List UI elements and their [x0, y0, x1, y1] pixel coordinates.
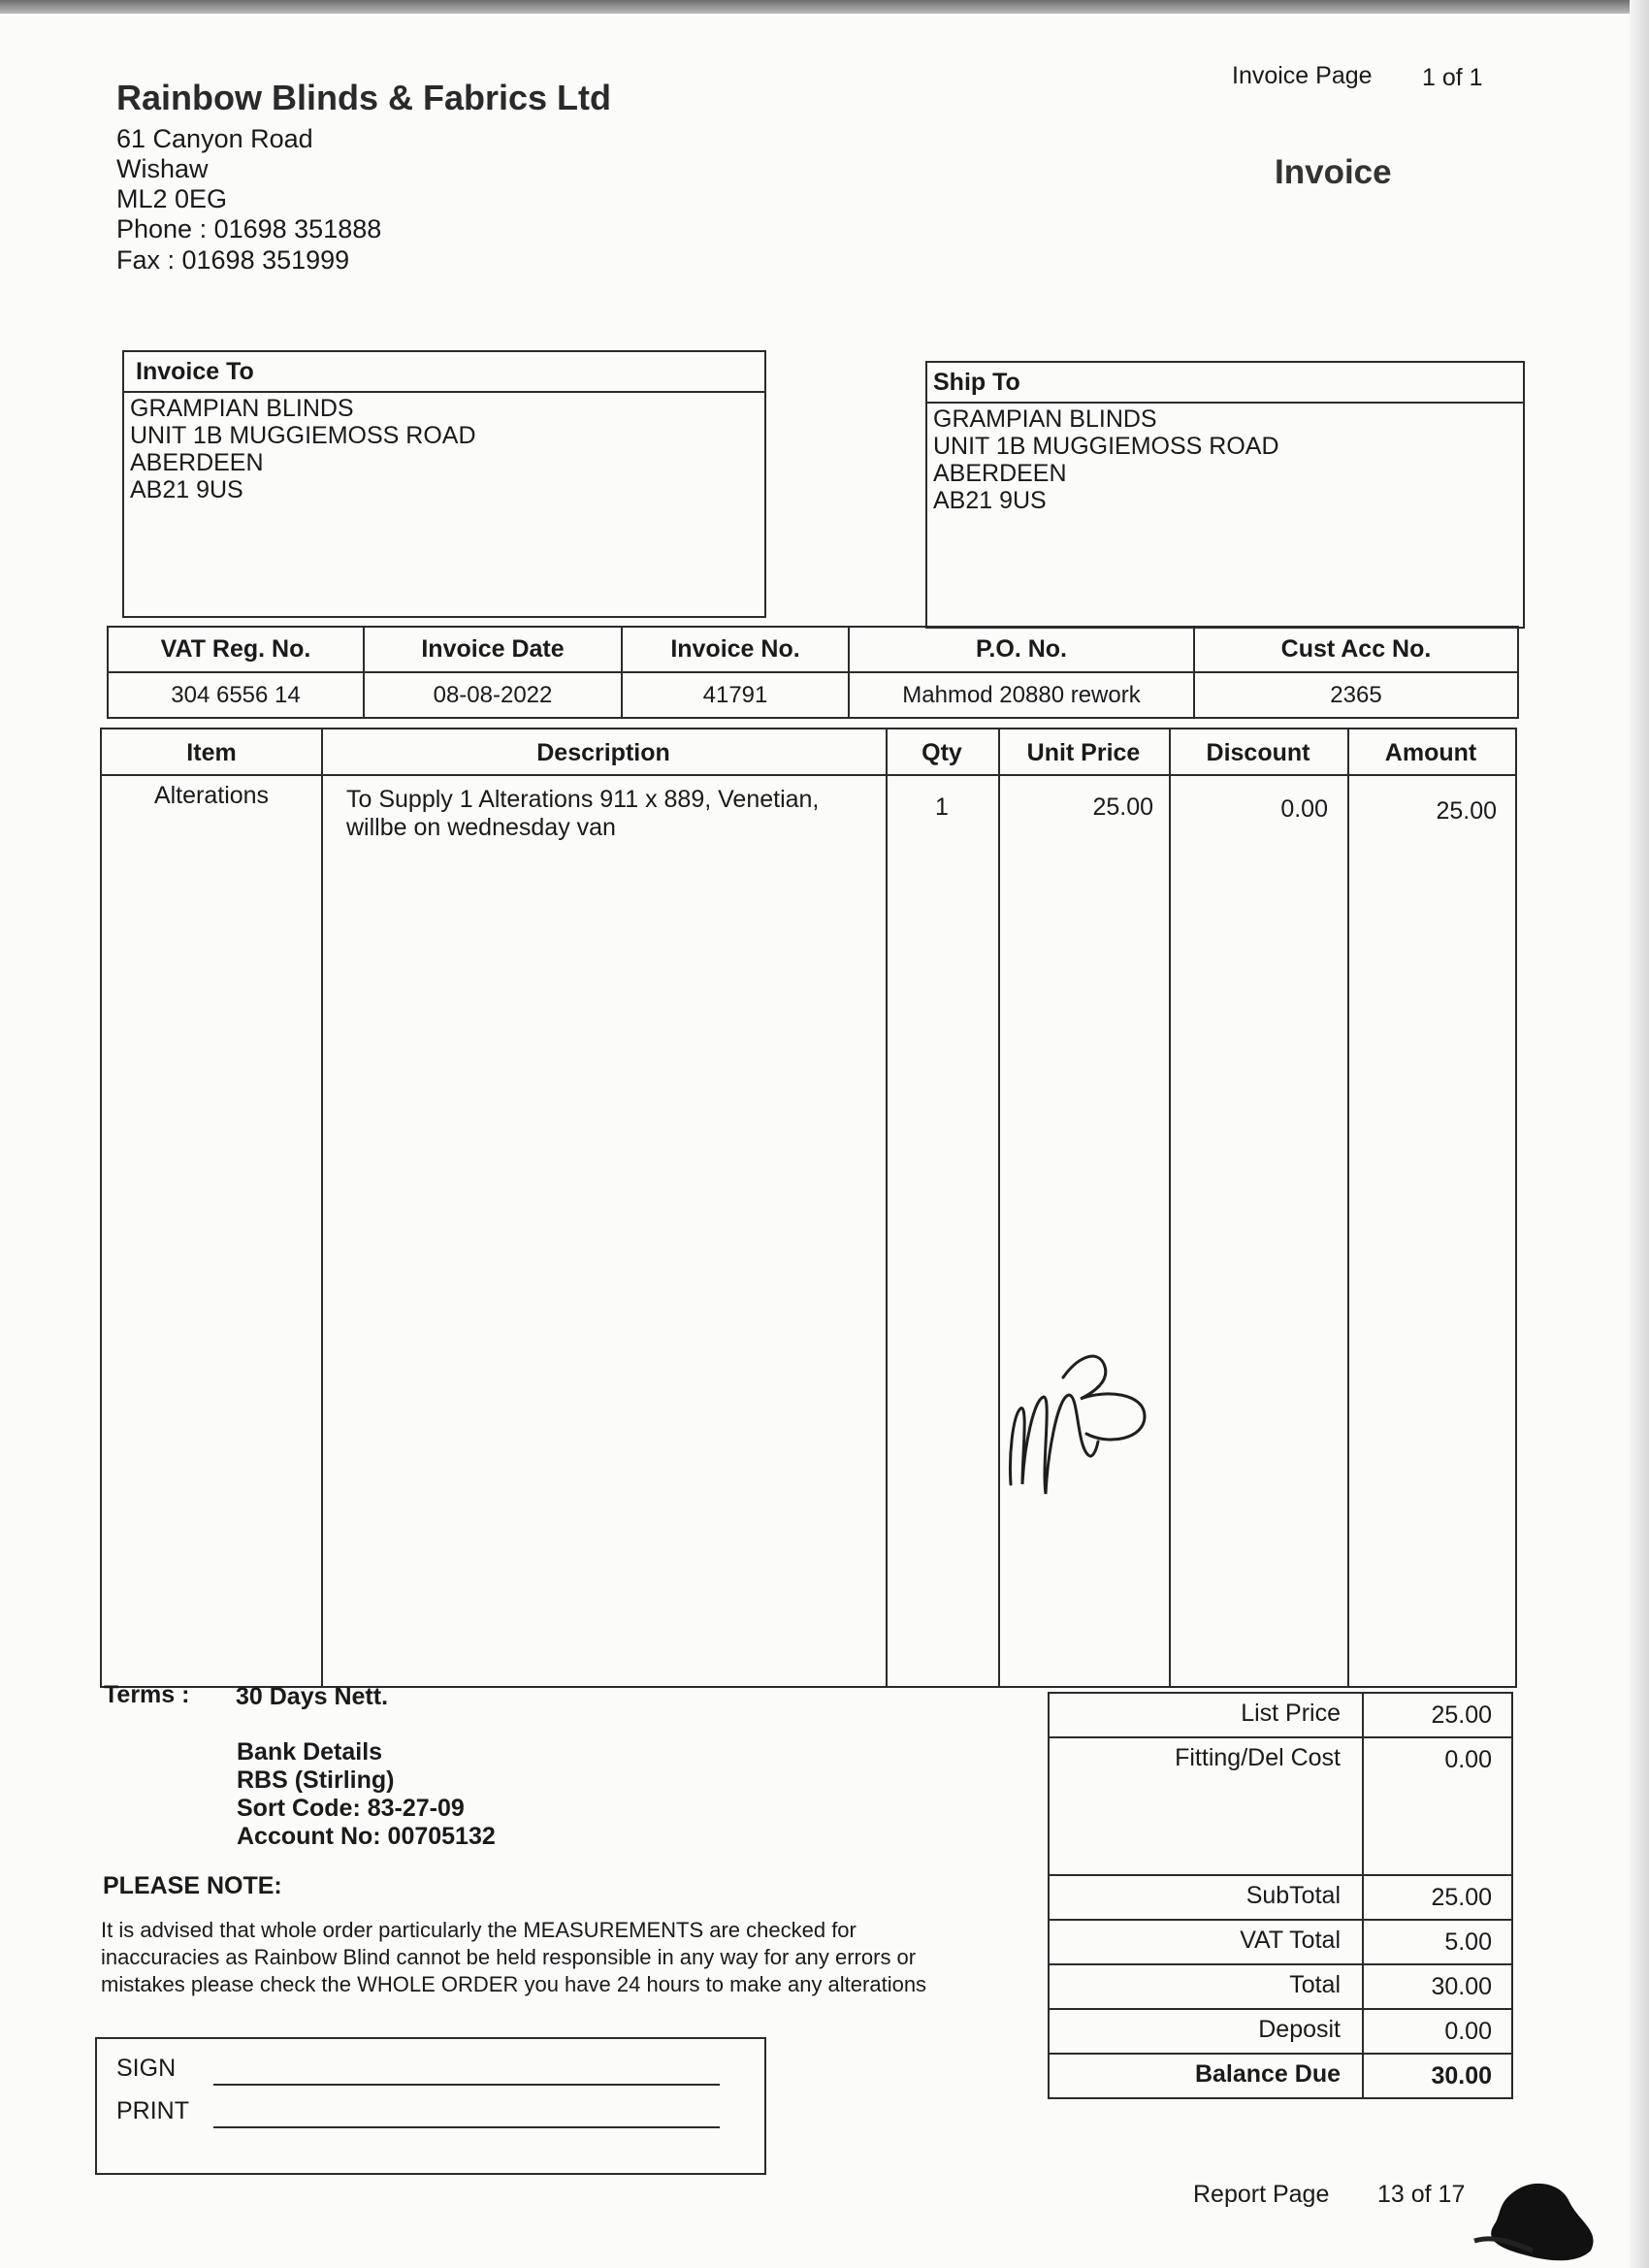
ship-to-label: Ship To [927, 363, 1523, 404]
vat-label: VAT Total [1050, 1921, 1364, 1963]
invoice-to-label: Invoice To [124, 352, 764, 393]
qty-header: Qty [922, 739, 962, 766]
line-items-table [100, 728, 1517, 1688]
totals-table [1048, 1692, 1513, 2099]
company-name: Rainbow Blinds & Fabrics Ltd [116, 78, 612, 117]
company-address-line: ML2 0EG [116, 184, 228, 213]
invoice-to-line: GRAMPIAN BLINDS [130, 395, 354, 422]
total-label: Total [1050, 1965, 1364, 2008]
unit-price-header: Unit Price [1026, 739, 1141, 766]
line-item-unit-price: 25.00 [1092, 794, 1153, 821]
ship-to-line: UNIT 1B MUGGIEMOSS ROAD [933, 433, 1279, 460]
ship-to-line: GRAMPIAN BLINDS [933, 405, 1157, 433]
invoice-page-label: Invoice Page [1232, 62, 1373, 89]
ship-to-line: AB21 9US [933, 487, 1047, 514]
fitting-value: 0.00 [1444, 1746, 1492, 1773]
subtotal-row [1050, 1876, 1511, 1921]
scan-edge-right [1630, 0, 1649, 2268]
invoice-date-header: Invoice Date [364, 627, 622, 672]
invoice-to-line: AB21 9US [130, 476, 243, 503]
cust-acc-header: Cust Acc No. [1194, 627, 1518, 672]
total-value: 30.00 [1431, 1973, 1492, 2000]
list-price-value: 25.00 [1431, 1701, 1492, 1729]
amount-header: Amount [1384, 739, 1477, 766]
invoice-to-box [122, 350, 766, 618]
total-row [1050, 1965, 1511, 2010]
vat-reg-value: 304 6556 14 [108, 672, 364, 718]
line-item-description: willbe on wednesday van [346, 814, 616, 841]
print-line[interactable] [213, 2126, 720, 2128]
balance-due-row [1050, 2055, 1511, 2097]
po-no-value: Mahmod 20880 rework [849, 672, 1194, 718]
report-page-value: 13 of 17 [1377, 2181, 1466, 2208]
balance-due-label: Balance Due [1050, 2055, 1364, 2097]
company-fax: Fax : 01698 351999 [116, 245, 350, 275]
bank-name: RBS (Stirling) [237, 1766, 395, 1794]
bank-sort-code: Sort Code: 83-27-09 [237, 1795, 465, 1822]
line-item-qty: 1 [935, 794, 949, 821]
vat-row [1050, 1921, 1511, 1965]
note-line: It is advised that whole order particularly the MEASUREMENTS are checked for [101, 1918, 857, 1942]
vat-value: 5.00 [1444, 1928, 1492, 1956]
please-note-heading: PLEASE NOTE: [103, 1872, 282, 1899]
invoice-info-table [107, 626, 1519, 719]
print-label: PRINT [116, 2097, 189, 2124]
subtotal-value: 25.00 [1431, 1884, 1492, 1911]
note-line: mistakes please check the WHOLE ORDER you have 24 hours to make any alterations [101, 1972, 927, 1996]
report-page-label: Report Page [1193, 2181, 1330, 2208]
fitting-label: Fitting/Del Cost [1050, 1738, 1364, 1874]
column-divider [1347, 729, 1349, 1686]
sign-line[interactable] [213, 2084, 720, 2086]
please-note-text [101, 1917, 993, 1998]
cust-acc-value: 2365 [1194, 672, 1518, 718]
company-address-line: 61 Canyon Road [116, 124, 313, 153]
scan-edge-top [0, 0, 1649, 14]
deposit-label: Deposit [1050, 2010, 1364, 2053]
line-item-discount: 0.00 [1280, 795, 1328, 823]
terms-value: 30 Days Nett. [236, 1683, 389, 1710]
column-divider [321, 729, 323, 1686]
item-header: Item [186, 739, 237, 766]
handwritten-initials [999, 1339, 1183, 1552]
signature-box [95, 2037, 766, 2175]
invoice-date-value: 08-08-2022 [364, 672, 622, 718]
list-price-label: List Price [1050, 1694, 1364, 1736]
line-item-name: Alterations [153, 782, 270, 809]
ship-to-box [925, 361, 1525, 629]
invoice-no-header: Invoice No. [622, 627, 849, 672]
document-title: Invoice [1275, 153, 1392, 191]
description-header: Description [536, 739, 670, 766]
invoice-to-line: ABERDEEN [130, 449, 264, 476]
list-price-row [1050, 1694, 1511, 1738]
ship-to-line: ABERDEEN [933, 460, 1067, 487]
balance-due-value: 30.00 [1431, 2062, 1492, 2090]
company-address-line: Wishaw [116, 154, 209, 183]
invoice-page-value: 1 of 1 [1422, 64, 1483, 91]
discount-header: Discount [1206, 739, 1310, 766]
company-phone: Phone : 01698 351888 [116, 214, 382, 243]
deposit-value: 0.00 [1444, 2018, 1492, 2045]
sign-label: SIGN [116, 2055, 177, 2082]
line-item-description: To Supply 1 Alterations 911 x 889, Venetian, [346, 786, 820, 813]
po-no-header: P.O. No. [849, 627, 1194, 672]
fitting-row [1050, 1738, 1511, 1876]
invoice-to-line: UNIT 1B MUGGIEMOSS ROAD [130, 422, 476, 449]
bank-details-heading: Bank Details [237, 1738, 383, 1766]
vat-reg-header: VAT Reg. No. [108, 627, 364, 672]
bank-account-no: Account No: 00705132 [237, 1823, 496, 1850]
invoice-no-value: 41791 [622, 672, 849, 718]
deposit-row [1050, 2010, 1511, 2055]
line-item-amount: 25.00 [1436, 797, 1497, 825]
ink-smudge [1455, 2173, 1610, 2268]
subtotal-label: SubTotal [1050, 1876, 1364, 1919]
note-line: inaccuracies as Rainbow Blind cannot be held responsible in any way for any errors or [101, 1945, 917, 1969]
column-divider [886, 729, 888, 1686]
terms-label: Terms : [104, 1681, 190, 1708]
